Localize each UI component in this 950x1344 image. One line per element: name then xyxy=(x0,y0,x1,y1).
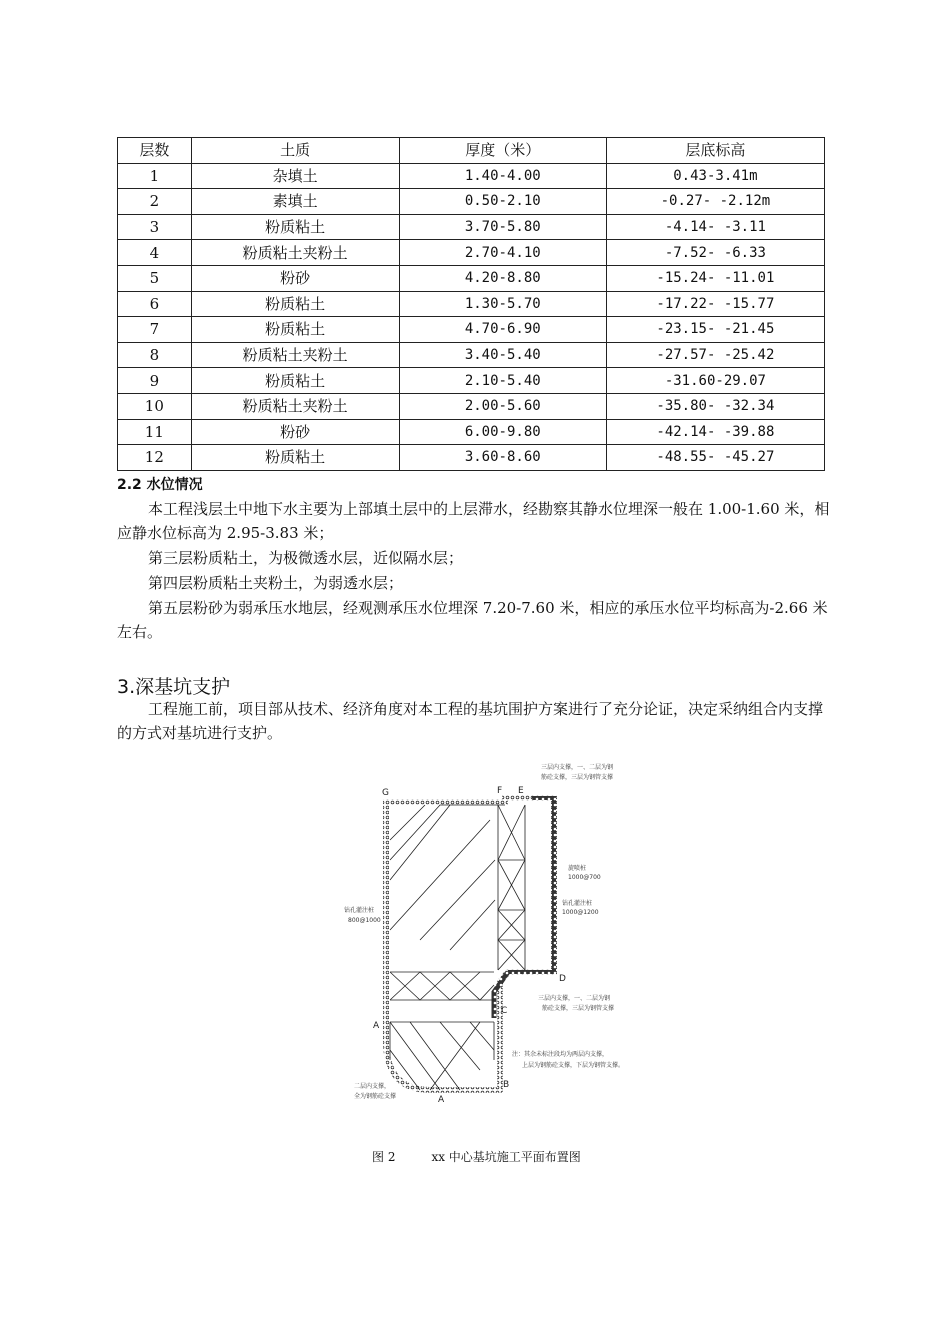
annotation-jet-grout: 旋喷桩 xyxy=(568,865,587,872)
cell-soil: 素填土 xyxy=(191,189,399,215)
cell-thickness: 1.30-5.70 xyxy=(399,291,606,317)
annotation-bored-pile-right: 钻孔灌注桩 xyxy=(562,900,593,907)
cell-layer: 5 xyxy=(118,265,192,291)
annotation-note-2: 上层为钢筋砼支撑，下层为钢管支撑。 xyxy=(522,1062,625,1069)
figure-number: 图 2 xyxy=(372,1150,396,1164)
cell-soil: 粉质粘土 xyxy=(191,445,399,471)
header-layer: 层数 xyxy=(118,138,192,164)
label-a-left: A xyxy=(373,1021,380,1031)
cell-thickness: 0.50-2.10 xyxy=(399,189,606,215)
table-row xyxy=(118,240,825,266)
label-d: D xyxy=(559,974,566,984)
cell-soil: 粉质粘土 xyxy=(191,368,399,394)
label-c: C xyxy=(501,1006,508,1016)
table-row xyxy=(118,291,825,317)
figure-caption xyxy=(372,1148,617,1165)
annotation-mid-right-1: 三层内支撑，一、二层为钢 xyxy=(538,995,611,1002)
annotation-bored-pile-left: 钻孔灌注桩 xyxy=(344,907,375,914)
water-paragraph-1: 本工程浅层土中地下水主要为上部填土层中的上层滞水，经勘察其静水位埋深一般在 1.00-1.60 米，相应静水位标高为 2.95-3.83 米； xyxy=(117,500,830,542)
table-row xyxy=(118,214,825,240)
cell-layer: 9 xyxy=(118,368,192,394)
annotation-top-right-1: 三层内支撑，一、二层为钢 xyxy=(541,764,614,771)
cell-layer: 3 xyxy=(118,214,192,240)
foundation-pit-plan-figure xyxy=(330,760,650,1110)
annotation-bored-pile-right-spacing: 1000@1200 xyxy=(562,909,599,916)
table-row xyxy=(118,342,825,368)
cell-thickness: 2.00-5.60 xyxy=(399,393,606,419)
cell-layer: 11 xyxy=(118,419,192,445)
cell-layer: 12 xyxy=(118,445,192,471)
cell-layer: 10 xyxy=(118,393,192,419)
section-3-heading: 3.深基坑支护 xyxy=(117,676,231,698)
cell-bottom-elevation: -4.14- -3.11 xyxy=(606,214,824,240)
cell-thickness: 6.00-9.80 xyxy=(399,419,606,445)
header-soil: 土质 xyxy=(191,138,399,164)
annotation-bottom-left-1: 二层内支撑， xyxy=(354,1083,391,1090)
cell-thickness: 4.20-8.80 xyxy=(399,265,606,291)
table-row xyxy=(118,189,825,215)
cell-soil: 粉质粘土夹粉土 xyxy=(191,240,399,266)
cell-thickness: 4.70-6.90 xyxy=(399,317,606,343)
cell-bottom-elevation: -17.22- -15.77 xyxy=(606,291,824,317)
cell-layer: 7 xyxy=(118,317,192,343)
cell-thickness: 2.70-4.10 xyxy=(399,240,606,266)
table-header-row xyxy=(118,138,825,164)
section-2-2-heading: 2.2 水位情况 xyxy=(117,477,203,493)
cell-bottom-elevation: -27.57- -25.42 xyxy=(606,342,824,368)
header-thickness: 厚度（米） xyxy=(399,138,606,164)
cell-soil: 粉质粘土夹粉土 xyxy=(191,393,399,419)
cell-layer: 6 xyxy=(118,291,192,317)
cell-layer: 1 xyxy=(118,163,192,189)
water-paragraph-2: 第三层粉质粘土，为极微透水层，近似隔水层； xyxy=(148,549,464,567)
cell-layer: 8 xyxy=(118,342,192,368)
cell-bottom-elevation: -35.80- -32.34 xyxy=(606,393,824,419)
annotation-mid-right-2: 筋砼支撑，三层为钢管支撑 xyxy=(542,1005,615,1012)
cell-layer: 2 xyxy=(118,189,192,215)
cell-thickness: 2.10-5.40 xyxy=(399,368,606,394)
table-row xyxy=(118,163,825,189)
cell-soil: 粉质粘土 xyxy=(191,214,399,240)
label-e: E xyxy=(518,786,524,796)
label-b: B xyxy=(503,1080,510,1090)
label-a-bottom: A xyxy=(438,1095,445,1105)
table-row xyxy=(118,317,825,343)
support-paragraph: 工程施工前，项目部从技术、经济角度对本工程的基坑围护方案进行了充分论证，决定采纳组合内支撑的方式对基坑进行支护。 xyxy=(117,700,824,742)
cell-layer: 4 xyxy=(118,240,192,266)
figure-title: xx 中心基坑施工平面布置图 xyxy=(431,1150,581,1164)
water-paragraph-3: 第四层粉质粘土夹粉土，为弱透水层； xyxy=(148,574,404,592)
soil-layer-table xyxy=(117,137,825,471)
cell-thickness: 3.40-5.40 xyxy=(399,342,606,368)
cell-soil: 粉砂 xyxy=(191,419,399,445)
cell-bottom-elevation: -42.14- -39.88 xyxy=(606,419,824,445)
annotation-note-1: 注：其余未标注段均为两层内支撑， xyxy=(512,1051,609,1058)
cell-soil: 杂填土 xyxy=(191,163,399,189)
annotation-jet-grout-spacing: 1000@700 xyxy=(568,874,601,881)
cell-bottom-elevation: -23.15- -21.45 xyxy=(606,317,824,343)
cell-bottom-elevation: -31.60-29.07 xyxy=(606,368,824,394)
annotation-top-right-2: 筋砼支撑，三层为钢管支撑 xyxy=(541,774,614,781)
annotation-bottom-left-2: 全为钢筋砼支撑 xyxy=(354,1093,397,1100)
table-row xyxy=(118,393,825,419)
label-g: G xyxy=(382,788,389,798)
table-row xyxy=(118,419,825,445)
table-row xyxy=(118,265,825,291)
label-f: F xyxy=(497,786,503,796)
cell-thickness: 3.70-5.80 xyxy=(399,214,606,240)
cell-bottom-elevation: -7.52- -6.33 xyxy=(606,240,824,266)
water-paragraph-4: 第五层粉砂为弱承压水地层，经观测承压水位埋深 7.20-7.60 米，相应的承压水位平均标高为-2.66 米左右。 xyxy=(117,599,828,641)
cell-thickness: 1.40-4.00 xyxy=(399,163,606,189)
pit-outline xyxy=(386,798,554,1090)
table-row xyxy=(118,368,825,394)
table-row xyxy=(118,445,825,471)
header-bottom-elevation: 层底标高 xyxy=(606,138,824,164)
cell-soil: 粉质粘土 xyxy=(191,291,399,317)
cell-soil: 粉砂 xyxy=(191,265,399,291)
cell-bottom-elevation: 0.43-3.41m xyxy=(606,163,824,189)
cell-bottom-elevation: -15.24- -11.01 xyxy=(606,265,824,291)
cell-soil: 粉质粘土夹粉土 xyxy=(191,342,399,368)
cell-bottom-elevation: -0.27- -2.12m xyxy=(606,189,824,215)
annotation-bored-pile-left-spacing: 800@1000 xyxy=(348,917,381,924)
cell-bottom-elevation: -48.55- -45.27 xyxy=(606,445,824,471)
cell-soil: 粉质粘土 xyxy=(191,317,399,343)
cell-thickness: 3.60-8.60 xyxy=(399,445,606,471)
